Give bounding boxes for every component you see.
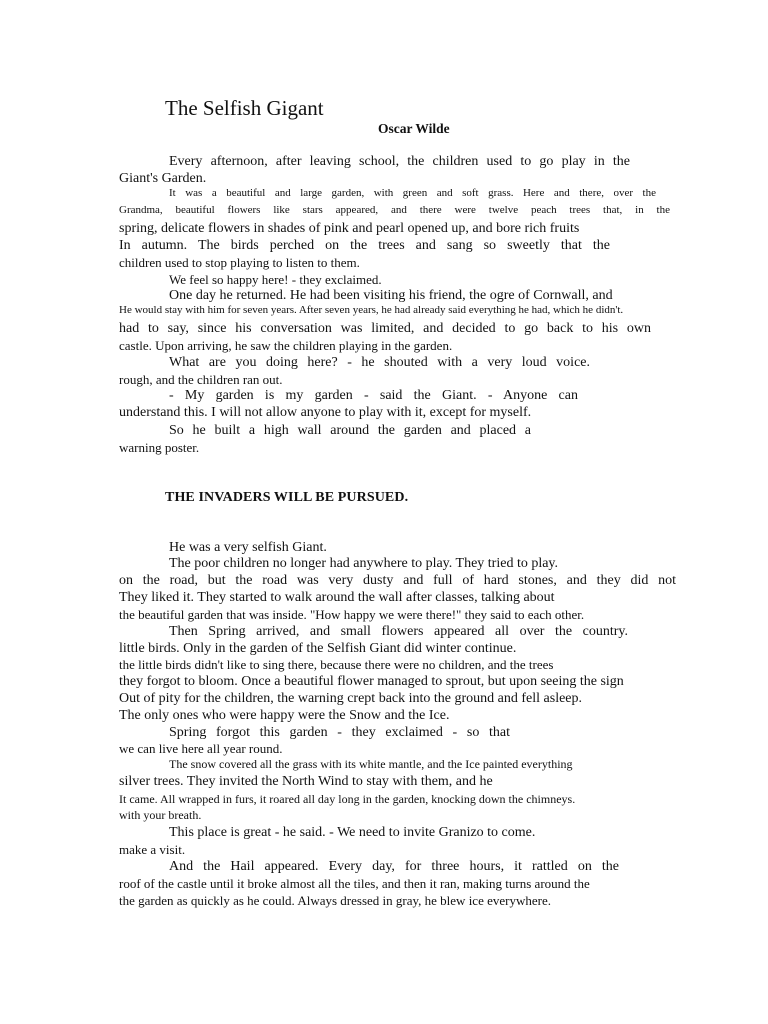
text-line: Every afternoon, after leaving school, the children used to go play in the (169, 154, 630, 169)
text-line: rough, and the children ran out. (119, 372, 283, 387)
text-line: What are you doing here? - he shouted with a very loud voice. (169, 355, 590, 370)
text-line: the beautiful garden that was inside. "How happy we were there!" they said to each other. (119, 607, 585, 622)
text-line: had to say, since his conversation was limited, and decided to go back to his own (119, 321, 651, 336)
text-line: It was a beautiful and large garden, with green and soft grass. Here and there, over the (169, 187, 656, 199)
text-line: spring, delicate flowers in shades of pink and pearl opened up, and bore rich fruits (119, 221, 580, 236)
text-line: The snow covered all the grass with its white mantle, and the Ice painted everything (169, 757, 573, 771)
text-line: the garden as quickly as he could. Always dressed in gray, he blew ice everywhere. (119, 893, 551, 908)
text-line: One day he returned. He had been visiting his friend, the ogre of Cornwall, and (169, 288, 613, 303)
text-line: He was a very selfish Giant. (169, 540, 327, 555)
text-line: roof of the castle until it broke almost all the tiles, and then it ran, making turns around the (119, 876, 590, 891)
text-line: we can live here all year round. (119, 741, 283, 756)
text-line: So he built a high wall around the garden and placed a (169, 423, 531, 438)
text-line: And the Hail appeared. Every day, for three hours, it rattled on the (169, 859, 619, 874)
text-line: Out of pity for the children, the warning crept back into the ground and fell asleep. (119, 691, 583, 706)
text-line: Spring forgot this garden - they exclaimed - so that (169, 725, 510, 740)
text-line: castle. Upon arriving, he saw the children playing in the garden. (119, 338, 453, 353)
text-line: children used to stop playing to listen to them. (119, 255, 360, 270)
text-line: they forgot to bloom. Once a beautiful flower managed to sprout, but upon seeing the sign (119, 674, 624, 689)
text-line: the little birds didn't like to sing there, because there were no children, and the trees (119, 657, 554, 672)
text-line: little birds. Only in the garden of the Selfish Giant did winter continue. (119, 641, 517, 656)
text-line: It came. All wrapped in furs, it roared all day long in the garden, knocking down the chimneys. (119, 792, 576, 806)
text-line: They liked it. They started to walk around the wall after classes, talking about (119, 590, 555, 605)
text-line: with your breath. (119, 808, 202, 822)
text-line: Then Spring arrived, and small flowers appeared all over the country. (169, 624, 628, 639)
text-line: Giant's Garden. (119, 171, 207, 186)
text-line: The only ones who were happy were the Snow and the Ice. (119, 708, 450, 723)
text-line: understand this. I will not allow anyone to play with it, except for myself. (119, 405, 532, 420)
text-line: We feel so happy here! - they exclaimed. (169, 272, 382, 287)
text-line: warning poster. (119, 440, 200, 455)
text-line: He would stay with him for seven years. After seven years, he had already said everything he had, which he didn't. (119, 304, 624, 316)
warning-sign-text: THE INVADERS WILL BE PURSUED. (165, 490, 409, 505)
document-author: Oscar Wilde (378, 121, 450, 136)
document-title: The Selfish Gigant (165, 96, 324, 120)
text-line: This place is great - he said. - We need to invite Granizo to come. (169, 825, 536, 840)
text-line: silver trees. They invited the North Wind to stay with them, and he (119, 774, 493, 789)
text-line: on the road, but the road was very dusty and full of hard stones, and they did not (119, 573, 676, 588)
text-line: The poor children no longer had anywhere to play. They tried to play. (169, 556, 559, 571)
text-line: make a visit. (119, 842, 186, 857)
text-line: In autumn. The birds perched on the trees and sang so sweetly that the (119, 238, 610, 253)
text-line: Grandma, beautiful flowers like stars appeared, and there were twelve peach trees that, in the (119, 204, 670, 216)
text-line: - My garden is my garden - said the Giant. - Anyone can (169, 388, 578, 403)
